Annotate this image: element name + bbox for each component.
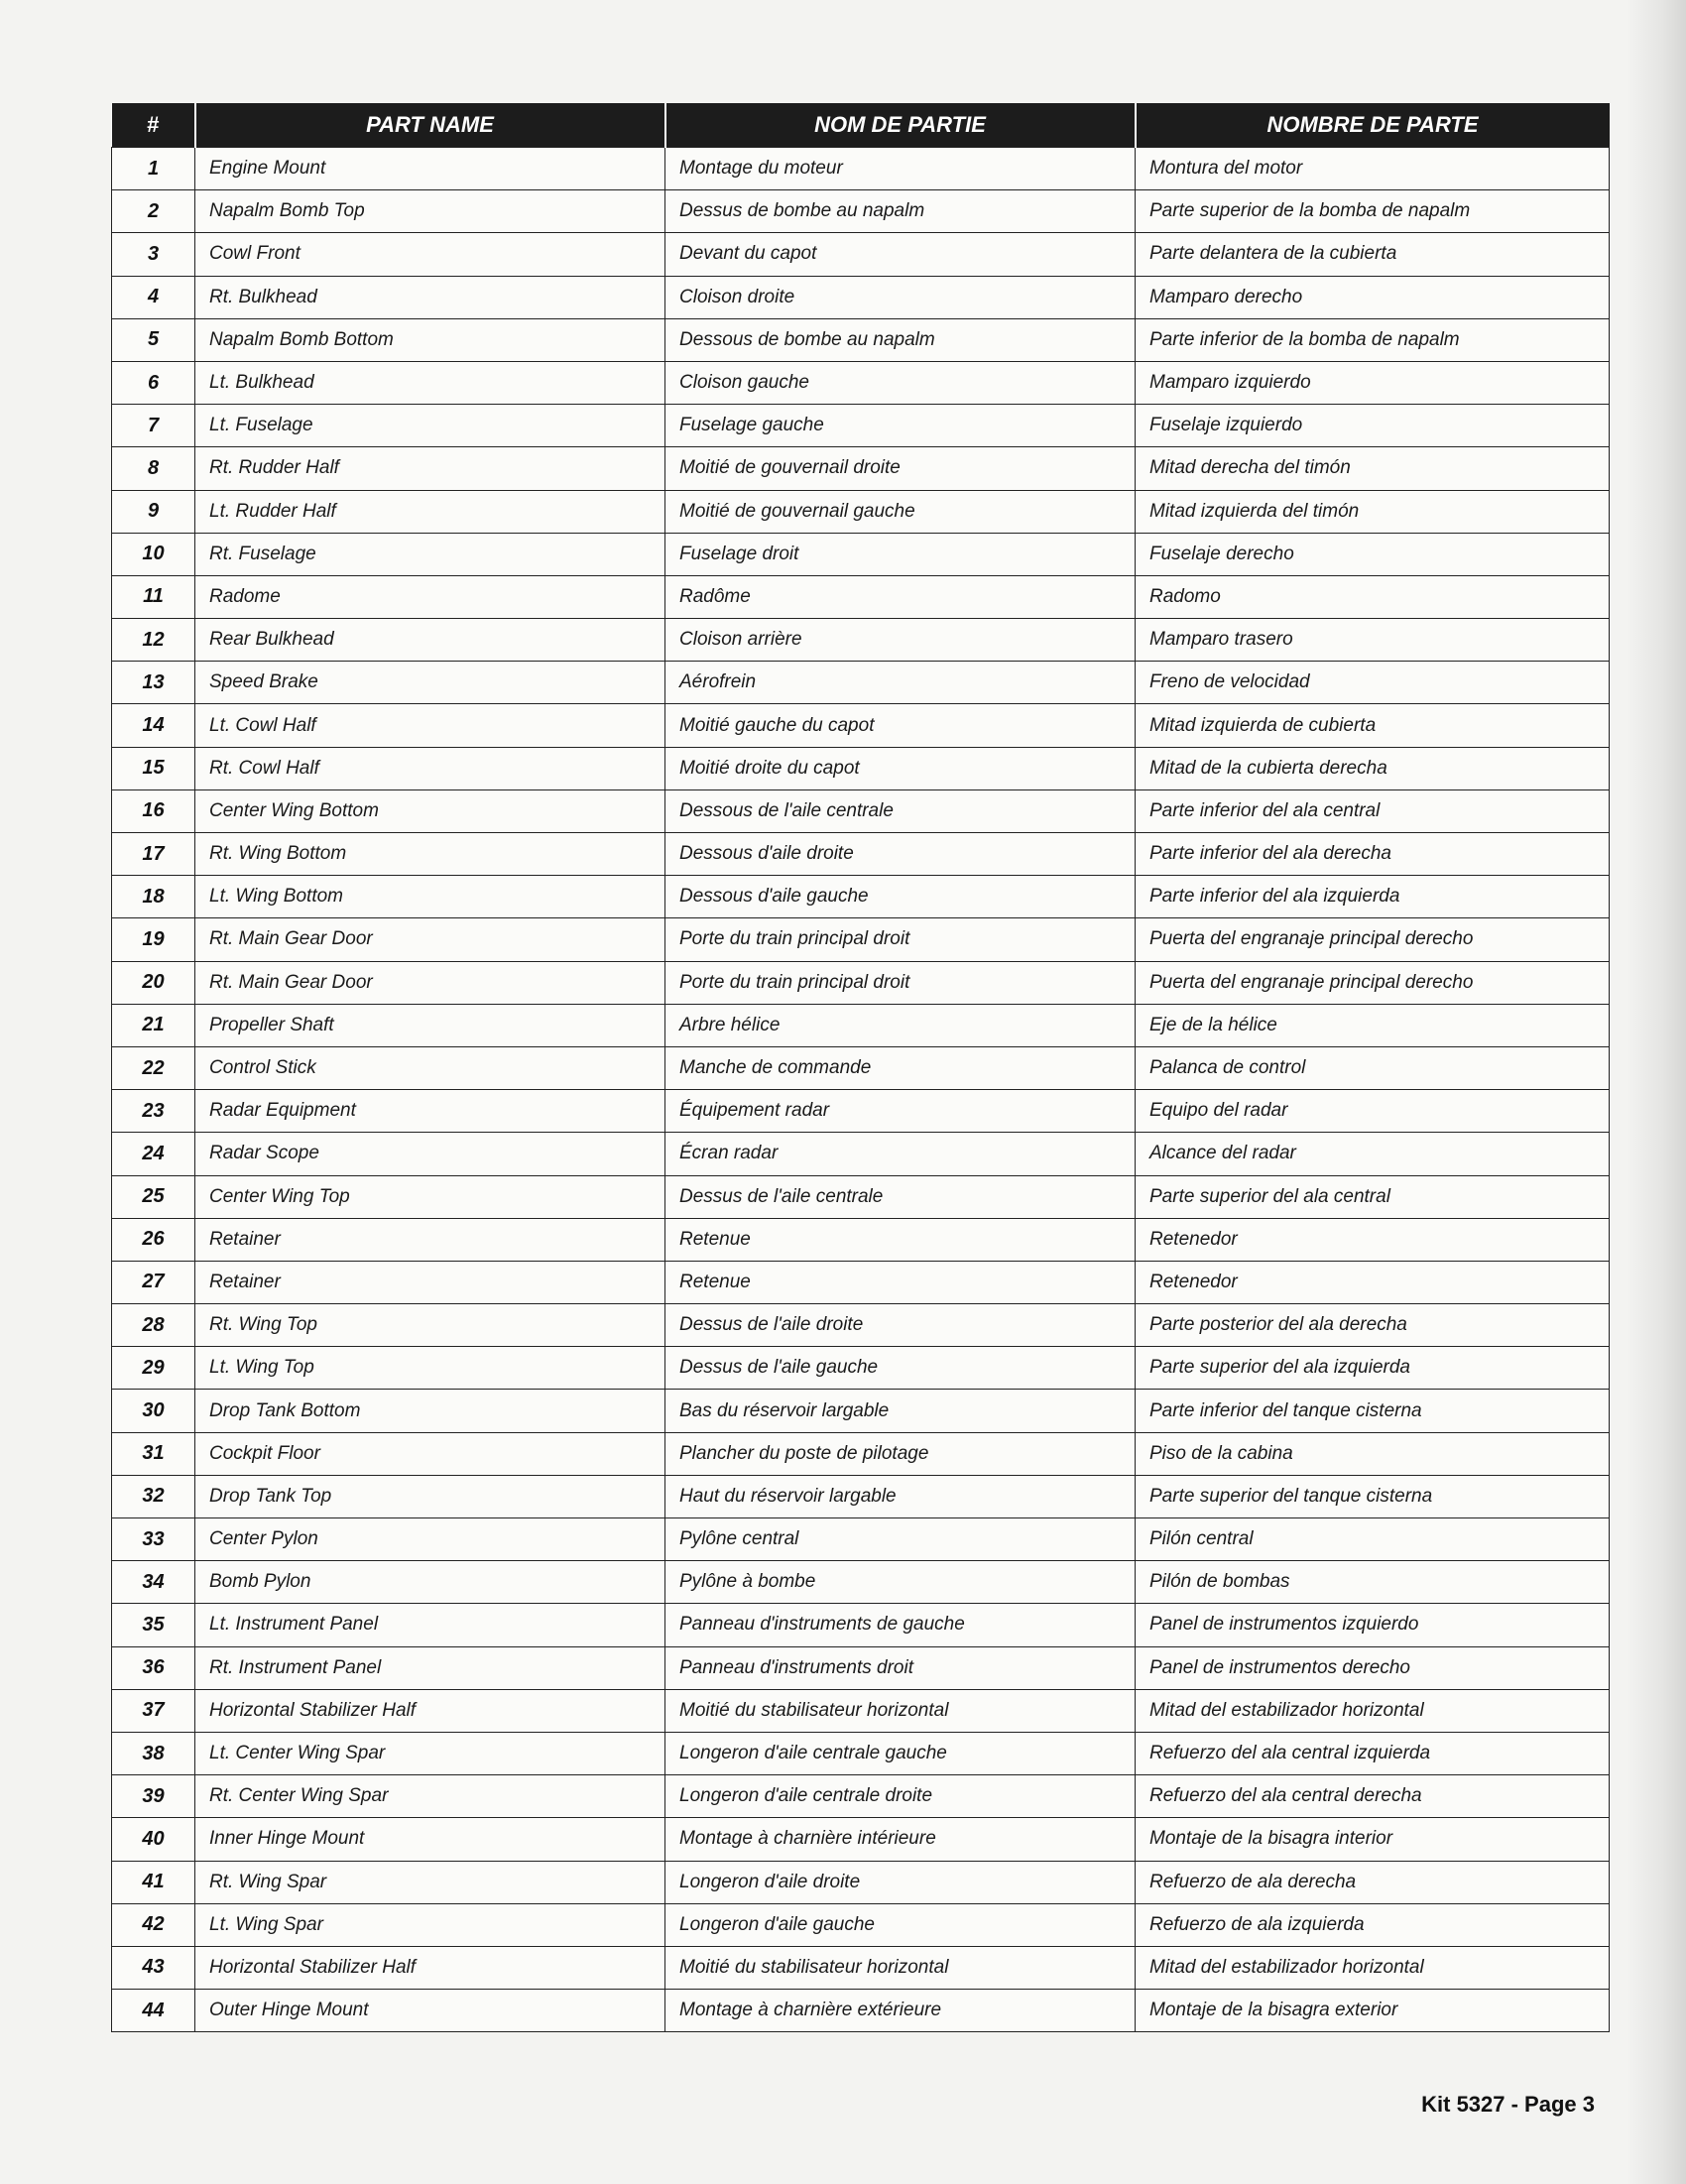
table-row (112, 1903, 1610, 1946)
nom-de-partie-cell: Bas du réservoir largable (665, 1390, 1136, 1432)
part-name-cell: Rt. Rudder Half (195, 447, 665, 490)
part-name-cell: Inner Hinge Mount (195, 1818, 665, 1861)
nombre-de-parte-cell: Refuerzo de ala izquierda (1136, 1903, 1610, 1946)
nom-de-partie-cell: Dessus de l'aile centrale (665, 1175, 1136, 1218)
table-row (112, 233, 1610, 276)
table-row (112, 619, 1610, 662)
table-header-row (112, 103, 1610, 148)
part-name-cell: Lt. Wing Spar (195, 1903, 665, 1946)
nom-de-partie-cell: Aérofrein (665, 662, 1136, 704)
table-row (112, 1218, 1610, 1261)
part-name-cell: Lt. Instrument Panel (195, 1604, 665, 1646)
part-number-cell: 8 (112, 447, 195, 490)
header-nombre-de-parte: NOMBRE DE PARTE (1136, 103, 1610, 148)
nom-de-partie-cell: Panneau d'instruments droit (665, 1646, 1136, 1689)
part-number-cell: 25 (112, 1175, 195, 1218)
nombre-de-parte-cell: Piso de la cabina (1136, 1432, 1610, 1475)
part-name-cell: Propeller Shaft (195, 1004, 665, 1046)
part-name-cell: Radar Scope (195, 1133, 665, 1175)
part-number-cell: 5 (112, 318, 195, 361)
table-row (112, 1518, 1610, 1561)
parts-table (111, 103, 1610, 2032)
nom-de-partie-cell: Dessous d'aile gauche (665, 876, 1136, 918)
nombre-de-parte-cell: Pilón central (1136, 1518, 1610, 1561)
part-number-cell: 22 (112, 1046, 195, 1089)
nom-de-partie-cell: Dessus de l'aile gauche (665, 1347, 1136, 1390)
part-name-cell: Rt. Main Gear Door (195, 961, 665, 1004)
part-name-cell: Horizontal Stabilizer Half (195, 1689, 665, 1732)
nom-de-partie-cell: Moitié du stabilisateur horizontal (665, 1946, 1136, 1989)
nom-de-partie-cell: Montage à charnière extérieure (665, 1990, 1136, 2032)
nom-de-partie-cell: Plancher du poste de pilotage (665, 1432, 1136, 1475)
nom-de-partie-cell: Devant du capot (665, 233, 1136, 276)
part-name-cell: Rt. Center Wing Spar (195, 1775, 665, 1818)
nombre-de-parte-cell: Parte inferior del tanque cisterna (1136, 1390, 1610, 1432)
table-row (112, 575, 1610, 618)
nombre-de-parte-cell: Freno de velocidad (1136, 662, 1610, 704)
nom-de-partie-cell: Dessous de l'aile centrale (665, 789, 1136, 832)
part-number-cell: 16 (112, 789, 195, 832)
table-row (112, 1304, 1610, 1347)
nombre-de-parte-cell: Retenedor (1136, 1218, 1610, 1261)
nombre-de-parte-cell: Puerta del engranaje principal derecho (1136, 961, 1610, 1004)
part-number-cell: 44 (112, 1990, 195, 2032)
part-number-cell: 39 (112, 1775, 195, 1818)
nom-de-partie-cell: Longeron d'aile droite (665, 1861, 1136, 1903)
table-row (112, 361, 1610, 404)
table-row (112, 1990, 1610, 2032)
table-row (112, 876, 1610, 918)
nom-de-partie-cell: Porte du train principal droit (665, 918, 1136, 961)
nom-de-partie-cell: Cloison gauche (665, 361, 1136, 404)
table-row (112, 190, 1610, 233)
table-row (112, 1946, 1610, 1989)
table-row (112, 1347, 1610, 1390)
part-number-cell: 32 (112, 1475, 195, 1517)
part-name-cell: Engine Mount (195, 148, 665, 190)
part-name-cell: Cowl Front (195, 233, 665, 276)
table-row (112, 490, 1610, 533)
part-number-cell: 7 (112, 405, 195, 447)
nom-de-partie-cell: Écran radar (665, 1133, 1136, 1175)
nombre-de-parte-cell: Puerta del engranaje principal derecho (1136, 918, 1610, 961)
part-number-cell: 10 (112, 533, 195, 575)
nombre-de-parte-cell: Parte superior del ala izquierda (1136, 1347, 1610, 1390)
nombre-de-parte-cell: Mitad de la cubierta derecha (1136, 747, 1610, 789)
part-name-cell: Lt. Wing Bottom (195, 876, 665, 918)
page-footer: Kit 5327 - Page 3 (1421, 2092, 1595, 2117)
part-number-cell: 30 (112, 1390, 195, 1432)
part-number-cell: 42 (112, 1903, 195, 1946)
part-name-cell: Napalm Bomb Bottom (195, 318, 665, 361)
table-row (112, 1004, 1610, 1046)
part-name-cell: Rear Bulkhead (195, 619, 665, 662)
table-row (112, 1046, 1610, 1089)
part-name-cell: Center Wing Bottom (195, 789, 665, 832)
part-name-cell: Retainer (195, 1261, 665, 1303)
table-row (112, 447, 1610, 490)
table-row (112, 1775, 1610, 1818)
table-row (112, 1732, 1610, 1774)
part-name-cell: Retainer (195, 1218, 665, 1261)
table-row (112, 1390, 1610, 1432)
nom-de-partie-cell: Haut du réservoir largable (665, 1475, 1136, 1517)
nom-de-partie-cell: Arbre hélice (665, 1004, 1136, 1046)
nombre-de-parte-cell: Palanca de control (1136, 1046, 1610, 1089)
part-number-cell: 6 (112, 361, 195, 404)
nom-de-partie-cell: Moitié gauche du capot (665, 704, 1136, 747)
table-row (112, 533, 1610, 575)
nom-de-partie-cell: Pylône à bombe (665, 1561, 1136, 1604)
part-name-cell: Lt. Wing Top (195, 1347, 665, 1390)
table-row (112, 1475, 1610, 1517)
nom-de-partie-cell: Fuselage gauche (665, 405, 1136, 447)
nombre-de-parte-cell: Parte posterior del ala derecha (1136, 1304, 1610, 1347)
nom-de-partie-cell: Pylône central (665, 1518, 1136, 1561)
part-number-cell: 17 (112, 833, 195, 876)
part-number-cell: 15 (112, 747, 195, 789)
part-name-cell: Napalm Bomb Top (195, 190, 665, 233)
table-row (112, 1261, 1610, 1303)
part-number-cell: 37 (112, 1689, 195, 1732)
nom-de-partie-cell: Longeron d'aile centrale gauche (665, 1732, 1136, 1774)
part-number-cell: 12 (112, 619, 195, 662)
nom-de-partie-cell: Cloison arrière (665, 619, 1136, 662)
part-name-cell: Horizontal Stabilizer Half (195, 1946, 665, 1989)
nombre-de-parte-cell: Radomo (1136, 575, 1610, 618)
nombre-de-parte-cell: Parte inferior del ala central (1136, 789, 1610, 832)
part-number-cell: 18 (112, 876, 195, 918)
part-name-cell: Center Pylon (195, 1518, 665, 1561)
nombre-de-parte-cell: Retenedor (1136, 1261, 1610, 1303)
part-number-cell: 4 (112, 276, 195, 318)
part-name-cell: Lt. Fuselage (195, 405, 665, 447)
nombre-de-parte-cell: Panel de instrumentos derecho (1136, 1646, 1610, 1689)
nombre-de-parte-cell: Alcance del radar (1136, 1133, 1610, 1175)
part-number-cell: 29 (112, 1347, 195, 1390)
nom-de-partie-cell: Retenue (665, 1218, 1136, 1261)
nom-de-partie-cell: Équipement radar (665, 1090, 1136, 1133)
nombre-de-parte-cell: Fuselaje izquierdo (1136, 405, 1610, 447)
nom-de-partie-cell: Longeron d'aile gauche (665, 1903, 1136, 1946)
nombre-de-parte-cell: Parte inferior del ala derecha (1136, 833, 1610, 876)
part-number-cell: 21 (112, 1004, 195, 1046)
part-number-cell: 19 (112, 918, 195, 961)
part-number-cell: 13 (112, 662, 195, 704)
part-name-cell: Rt. Wing Top (195, 1304, 665, 1347)
part-number-cell: 27 (112, 1261, 195, 1303)
part-number-cell: 41 (112, 1861, 195, 1903)
table-body (112, 148, 1610, 2032)
nombre-de-parte-cell: Eje de la hélice (1136, 1004, 1610, 1046)
table-row (112, 662, 1610, 704)
nombre-de-parte-cell: Panel de instrumentos izquierdo (1136, 1604, 1610, 1646)
nombre-de-parte-cell: Mitad del estabilizador horizontal (1136, 1946, 1610, 1989)
page-fold-shadow (1626, 0, 1686, 2184)
part-name-cell: Rt. Fuselage (195, 533, 665, 575)
nom-de-partie-cell: Fuselage droit (665, 533, 1136, 575)
nombre-de-parte-cell: Montura del motor (1136, 148, 1610, 190)
part-number-cell: 9 (112, 490, 195, 533)
nom-de-partie-cell: Montage à charnière intérieure (665, 1818, 1136, 1861)
header-part-name: PART NAME (195, 103, 665, 148)
part-number-cell: 35 (112, 1604, 195, 1646)
nombre-de-parte-cell: Montaje de la bisagra exterior (1136, 1990, 1610, 2032)
part-name-cell: Rt. Cowl Half (195, 747, 665, 789)
part-name-cell: Cockpit Floor (195, 1432, 665, 1475)
nombre-de-parte-cell: Mamparo izquierdo (1136, 361, 1610, 404)
nom-de-partie-cell: Porte du train principal droit (665, 961, 1136, 1004)
table-row (112, 1432, 1610, 1475)
nom-de-partie-cell: Moitié de gouvernail gauche (665, 490, 1136, 533)
nom-de-partie-cell: Moitié droite du capot (665, 747, 1136, 789)
nombre-de-parte-cell: Mamparo derecho (1136, 276, 1610, 318)
part-name-cell: Speed Brake (195, 662, 665, 704)
part-number-cell: 36 (112, 1646, 195, 1689)
part-name-cell: Lt. Bulkhead (195, 361, 665, 404)
part-name-cell: Rt. Main Gear Door (195, 918, 665, 961)
part-number-cell: 2 (112, 190, 195, 233)
nombre-de-parte-cell: Fuselaje derecho (1136, 533, 1610, 575)
table-row (112, 148, 1610, 190)
table-row (112, 1689, 1610, 1732)
nom-de-partie-cell: Dessous d'aile droite (665, 833, 1136, 876)
table-row (112, 961, 1610, 1004)
table-row (112, 1861, 1610, 1903)
nombre-de-parte-cell: Pilón de bombas (1136, 1561, 1610, 1604)
table-row (112, 789, 1610, 832)
nombre-de-parte-cell: Mitad izquierda de cubierta (1136, 704, 1610, 747)
table-row (112, 276, 1610, 318)
part-number-cell: 3 (112, 233, 195, 276)
table-row (112, 833, 1610, 876)
nombre-de-parte-cell: Equipo del radar (1136, 1090, 1610, 1133)
table-row (112, 1175, 1610, 1218)
nom-de-partie-cell: Moitié du stabilisateur horizontal (665, 1689, 1136, 1732)
header-number: # (112, 103, 195, 148)
part-number-cell: 1 (112, 148, 195, 190)
nom-de-partie-cell: Montage du moteur (665, 148, 1136, 190)
part-name-cell: Bomb Pylon (195, 1561, 665, 1604)
header-nom-de-partie: NOM DE PARTIE (665, 103, 1136, 148)
part-name-cell: Lt. Center Wing Spar (195, 1732, 665, 1774)
part-number-cell: 11 (112, 575, 195, 618)
part-number-cell: 40 (112, 1818, 195, 1861)
part-number-cell: 33 (112, 1518, 195, 1561)
nombre-de-parte-cell: Parte delantera de la cubierta (1136, 233, 1610, 276)
part-name-cell: Center Wing Top (195, 1175, 665, 1218)
part-name-cell: Lt. Rudder Half (195, 490, 665, 533)
part-number-cell: 34 (112, 1561, 195, 1604)
part-name-cell: Drop Tank Top (195, 1475, 665, 1517)
part-number-cell: 24 (112, 1133, 195, 1175)
nom-de-partie-cell: Cloison droite (665, 276, 1136, 318)
part-name-cell: Rt. Wing Bottom (195, 833, 665, 876)
part-number-cell: 28 (112, 1304, 195, 1347)
table-row (112, 1604, 1610, 1646)
table-row (112, 405, 1610, 447)
nom-de-partie-cell: Panneau d'instruments de gauche (665, 1604, 1136, 1646)
nom-de-partie-cell: Radôme (665, 575, 1136, 618)
nombre-de-parte-cell: Mitad izquierda del timón (1136, 490, 1610, 533)
nombre-de-parte-cell: Parte superior de la bomba de napalm (1136, 190, 1610, 233)
nombre-de-parte-cell: Refuerzo del ala central izquierda (1136, 1732, 1610, 1774)
nom-de-partie-cell: Longeron d'aile centrale droite (665, 1775, 1136, 1818)
part-number-cell: 20 (112, 961, 195, 1004)
nombre-de-parte-cell: Montaje de la bisagra interior (1136, 1818, 1610, 1861)
nombre-de-parte-cell: Mitad del estabilizador horizontal (1136, 1689, 1610, 1732)
part-name-cell: Rt. Instrument Panel (195, 1646, 665, 1689)
nombre-de-parte-cell: Mitad derecha del timón (1136, 447, 1610, 490)
part-name-cell: Radar Equipment (195, 1090, 665, 1133)
part-name-cell: Outer Hinge Mount (195, 1990, 665, 2032)
table-row (112, 318, 1610, 361)
table-row (112, 1090, 1610, 1133)
nom-de-partie-cell: Moitié de gouvernail droite (665, 447, 1136, 490)
part-name-cell: Radome (195, 575, 665, 618)
table-row (112, 1133, 1610, 1175)
nom-de-partie-cell: Dessus de l'aile droite (665, 1304, 1136, 1347)
nombre-de-parte-cell: Refuerzo del ala central derecha (1136, 1775, 1610, 1818)
nombre-de-parte-cell: Parte inferior del ala izquierda (1136, 876, 1610, 918)
nom-de-partie-cell: Dessus de bombe au napalm (665, 190, 1136, 233)
part-number-cell: 26 (112, 1218, 195, 1261)
table-row (112, 1818, 1610, 1861)
part-name-cell: Control Stick (195, 1046, 665, 1089)
part-number-cell: 43 (112, 1946, 195, 1989)
part-name-cell: Rt. Bulkhead (195, 276, 665, 318)
table-row (112, 704, 1610, 747)
nombre-de-parte-cell: Parte superior del tanque cisterna (1136, 1475, 1610, 1517)
part-number-cell: 31 (112, 1432, 195, 1475)
table-row (112, 747, 1610, 789)
table-row (112, 1646, 1610, 1689)
table-row (112, 918, 1610, 961)
nom-de-partie-cell: Manche de commande (665, 1046, 1136, 1089)
nom-de-partie-cell: Dessous de bombe au napalm (665, 318, 1136, 361)
nombre-de-parte-cell: Mamparo trasero (1136, 619, 1610, 662)
part-name-cell: Rt. Wing Spar (195, 1861, 665, 1903)
part-number-cell: 14 (112, 704, 195, 747)
nombre-de-parte-cell: Parte superior del ala central (1136, 1175, 1610, 1218)
nombre-de-parte-cell: Parte inferior de la bomba de napalm (1136, 318, 1610, 361)
nom-de-partie-cell: Retenue (665, 1261, 1136, 1303)
part-name-cell: Drop Tank Bottom (195, 1390, 665, 1432)
part-number-cell: 38 (112, 1732, 195, 1774)
table-row (112, 1561, 1610, 1604)
part-name-cell: Lt. Cowl Half (195, 704, 665, 747)
part-number-cell: 23 (112, 1090, 195, 1133)
nombre-de-parte-cell: Refuerzo de ala derecha (1136, 1861, 1610, 1903)
